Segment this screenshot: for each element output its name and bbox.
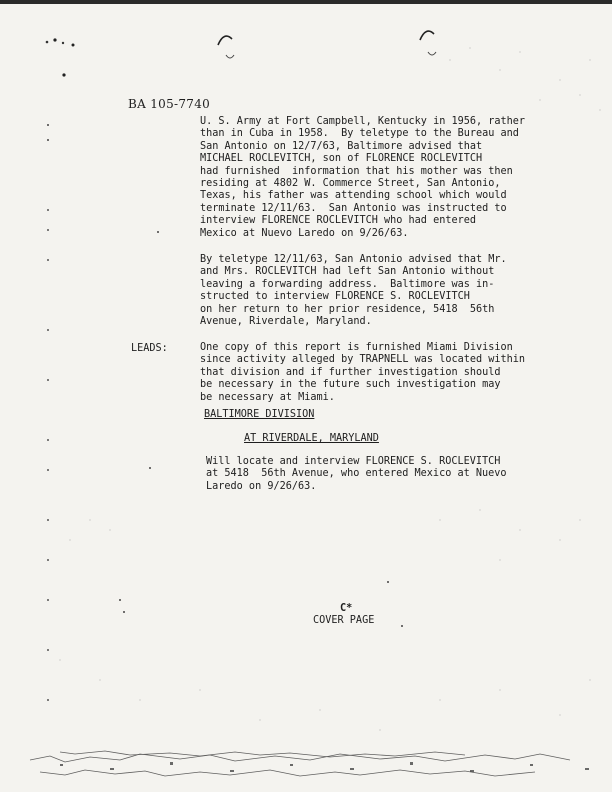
leads-label: LEADS: <box>131 343 168 354</box>
instruction-paragraph: Will locate and interview FLORENCE S. ROCLEVITCH at 5418 56th Avenue, who entered Mexico at Nuevo Laredo on 9/26/63. <box>206 456 507 492</box>
location-heading: AT RIVERDALE, MARYLAND <box>244 433 379 444</box>
division-heading: BALTIMORE DIVISION <box>204 409 315 420</box>
body-paragraph-1: U. S. Army at Fort Campbell, Kentucky in 1956, rather than in Cuba in 1958. By teletype to the Bureau and San Antonio on 12/7/63, Baltimore advised that MICHAEL ROCLEVITCH, son of FLORENCE ROCLEVITCH had furnished information that his mother was then residing at 4802 W. Commerce Street, San Antonio, Texas, his father was attending school which would terminate 12/11/63. San Antonio was instructed to interview FLORENCE ROCLEVITCH who had entered Mexico at Nuevo Laredo on 9/26/63. <box>200 116 526 239</box>
page-marker: C* <box>340 603 353 614</box>
file-number: BA 105-7740 <box>128 97 211 111</box>
cover-page-label: COVER PAGE <box>313 615 375 626</box>
body-paragraph-2: By teletype 12/11/63, San Antonio advised that Mr. and Mrs. ROCLEVITCH had left San Antonio without leaving a forwarding address. Baltimore was in- structed to interview FLORENCE S. ROCLEVITCH on her return to her prior residence, 5418 56th Avenue, Riverdale, Maryland. <box>200 254 507 328</box>
leads-paragraph: One copy of this report is furnished Miami Division since activity alleged by TRAPNELL was located within that division and if further investigation should be necessary in the future such investigation may be necessary at Miami. <box>200 342 526 403</box>
